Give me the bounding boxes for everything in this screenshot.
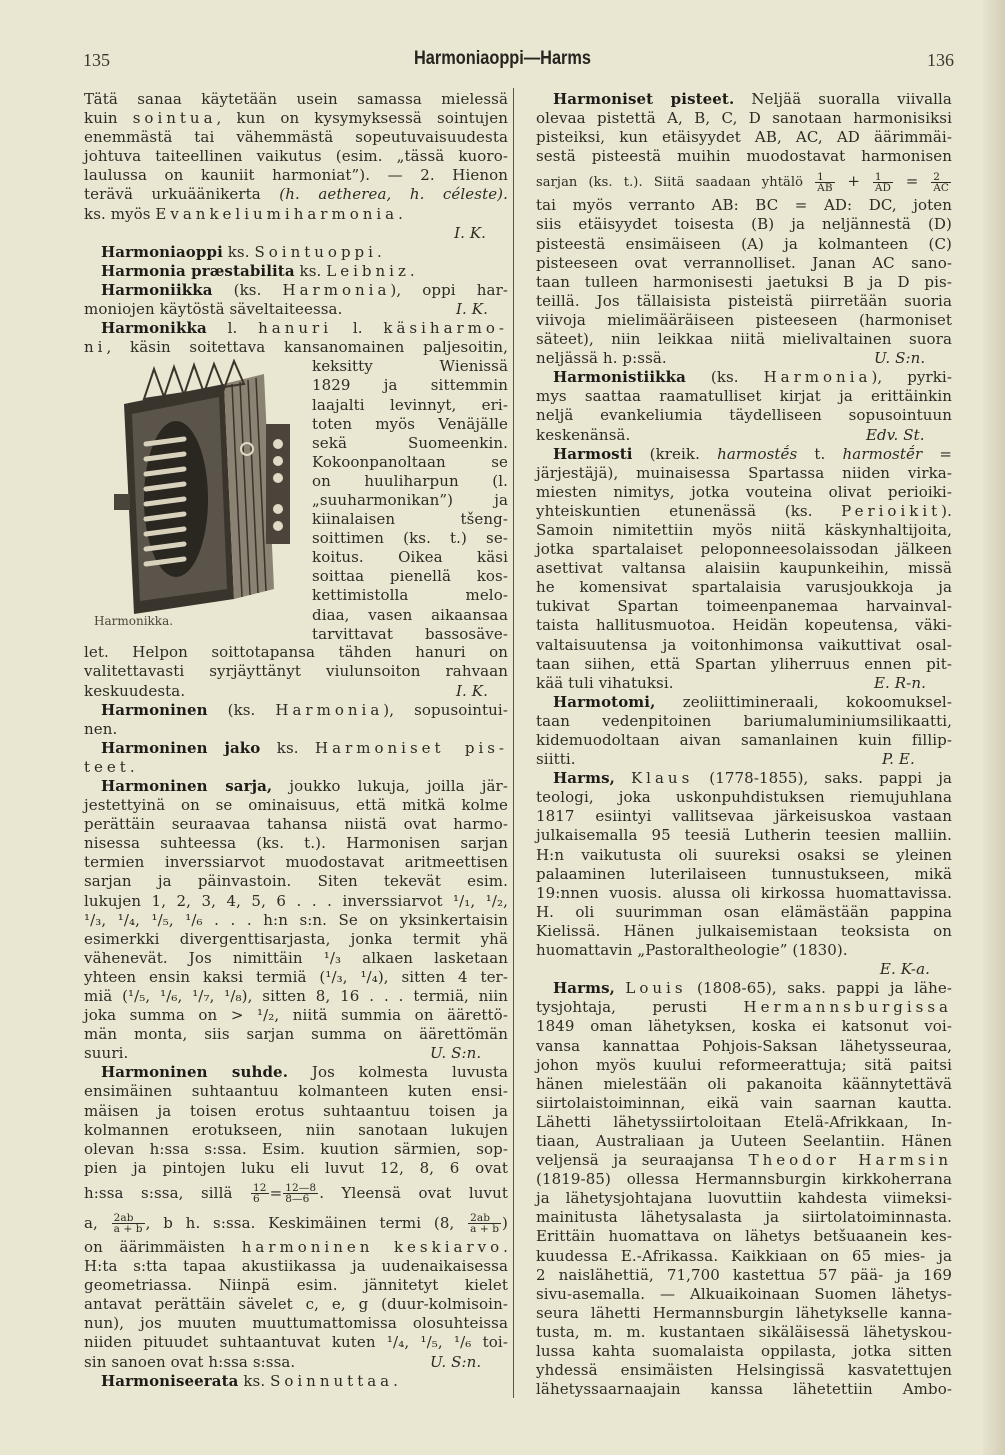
entry-harmoniaoppi: Harmoniaoppi ks. Sointuoppi. <box>101 242 382 261</box>
wrapped-text <box>312 357 508 643</box>
text-line: Kielissä. Hänen julkaisemistaan teoksista on <box>536 921 952 940</box>
text-line: valtaisuutensa ja voitonhimonsa vaikuttivat osal- <box>536 635 952 654</box>
text-line: lähetyssaarnaajain kanssa lähetettiin Ambo- <box>536 1380 952 1399</box>
right-column <box>536 90 952 1399</box>
text-line: esimerkki divergenttisarjasta, jonka termit yhä <box>84 929 508 948</box>
text-line: yhdessä ensimäisten Helsingissä kasvatettujen <box>536 1361 952 1380</box>
text-line: nisessa suhteessa (ks. t.). Harmonisen sarjan <box>84 834 508 853</box>
figure-block <box>84 357 508 643</box>
text-line: 1817 esiintyi vallitsevaa järkeisuskoa vastaan <box>536 807 952 826</box>
text-line: joka summa on > ¹/₂, niitä summia on äärettö- <box>84 1006 508 1025</box>
text-line: kuudessa E.-Afrikassa. Kaikkiaan on 65 mies- ja <box>536 1246 952 1265</box>
page-number-right: 136 <box>927 50 954 70</box>
text-line: sestä pisteestä muihin muodostavat harmonisen <box>536 147 952 166</box>
fraction: $\frac{12—8}{8—6}$ <box>285 1182 317 1206</box>
text-line: suuri. U. S:n. <box>84 1044 482 1063</box>
text-line: teillä. Jos tällaisista pisteistä piirretään suoria <box>536 291 952 310</box>
formula-line: sarjan (ks. t.). Siitä saadaan yhtälö $\frac{1}{AB}$ + $\frac{1}{AD}$ = $\frac{2}{AC}$ <box>536 170 950 194</box>
text-line: asettivat valtansa alaisiin kaupunkeihin, missä <box>536 559 952 578</box>
text-line: huomattavin „Pastoraltheologie” (1830). <box>536 941 848 960</box>
text-line: ks. myös Evankeliumiharmonia. <box>84 204 403 223</box>
text-line: niiden pituudet suhtaantuvat kuten ¹/₄, ¹/₅, ¹/₆ toi- <box>84 1333 508 1352</box>
text-line: tarvittavat bassosäve- <box>312 624 508 643</box>
text-line: miesten nimitys, jotka vouteina olivat perioiki- <box>536 482 952 501</box>
text-line: siitti. P. E. <box>536 750 915 769</box>
page-number-left: 135 <box>83 50 110 70</box>
text-line: mainitusta lähetysalasta ja siirtolatoiminnasta. <box>536 1208 952 1227</box>
text-line: valitettavasti syrjäyttänyt viulunsoiton rahvaan <box>84 662 508 681</box>
entry-harmoniset-pisteet: Harmoniset pisteet. Neljää suoralla viivalla <box>553 90 952 108</box>
cross-reference-link[interactable]: Sointuoppi <box>254 242 377 261</box>
formula-line: h:ssa s:ssa, sillä $\frac{12}{6}$ = $\frac{12—8}{8—6}$ . Yleensä ovat luvut <box>84 1182 508 1206</box>
column-divider <box>513 88 514 1398</box>
text-line: koitus. Oikea käsi <box>312 548 508 567</box>
text-line: „suuharmonikan”) ja <box>312 490 508 509</box>
fraction: $\frac{2}{AC}$ <box>933 170 950 194</box>
text-line: tukivat Spartan toimeenpanemaa harvainval- <box>536 597 952 616</box>
text-line: Kokoonpanoltaan se <box>312 452 508 471</box>
signature: I. K. <box>454 223 486 242</box>
cross-reference-link[interactable]: Hermannsburgissa <box>743 998 952 1017</box>
text-line: ni, käsin soitettava kansanomainen paljesoitin, <box>84 338 508 357</box>
text-line: teet. <box>84 757 135 776</box>
text-line: tiaan, Australiaan ja Uuteen Seelantiin. Hänen <box>536 1131 952 1150</box>
text-line: veljensä ja seuraajansa Theodor Harmsin <box>536 1151 952 1170</box>
text-line: (1819-85) ollessa Hermannsburgin kirkkoherrana <box>536 1170 952 1189</box>
text-line: 1849 oman lähetyksen, koska ei katsonut voi- <box>536 1017 952 1036</box>
text-line: jotka spartalaiset peloponneesolaissodan jälkeen <box>536 540 952 559</box>
text-line: yhteiskuntien etunenässä (ks. Perioikit). <box>536 501 952 520</box>
text-line: 1829 ja sittemmin <box>312 376 508 395</box>
text-line: terävä urkuäänikerta (h. aetherea, h. céleste). <box>84 185 509 204</box>
text-line: sivu-asemalla. — Alkuaikoinaan Suomen lähetys- <box>536 1284 952 1303</box>
text-line: Samoin nimitettiin myös niitä käskynhaltijoita, <box>536 520 952 539</box>
text-line: on huuliharpun (l. <box>312 471 508 490</box>
text-line: sekä Suomeenkin. <box>312 433 508 452</box>
text-line: keskuudesta. I. K. <box>84 681 488 700</box>
entry-harmoniseerata: Harmoniseerata ks. Soinnuttaa. <box>101 1371 398 1390</box>
text-line: olevaa pistettä A, B, C, D sanotaan harmonisiksi <box>536 109 952 128</box>
text-line: siis etäisyydet toisesta (B) ja neljännestä (D) <box>536 215 952 234</box>
text-line: kuin sointua, kun on kysymyksessä sointujen <box>84 109 509 128</box>
text-line: ensimäinen suhtaantuu kolmanteen kuten ensi- <box>84 1082 508 1101</box>
text-line: mäisen ja toisen erotus suhtaantuu toisen ja <box>84 1101 508 1120</box>
text-line: H:n vaikutusta oli suureksi osaksi se yleinen <box>536 845 952 864</box>
text-line: 2 naislähettiä, 71,700 kastettua 57 pää- ja 169 <box>536 1265 952 1284</box>
text-line: pisteestä ensimäiseen (A) ja kolmanteen (C) <box>536 234 952 253</box>
text-line: järjestäjä), muinaisessa Spartassa niiden virka- <box>536 463 952 482</box>
signature: Edv. St. <box>866 425 925 444</box>
fraction: $\frac{12}{6}$ <box>253 1182 267 1206</box>
fraction: $\frac{2ab}{a + b}$ <box>113 1212 143 1236</box>
text-line: nun), jos muuten muuttumattomissa olosuhteissa <box>84 1314 508 1333</box>
text-line: tai myös verranto AB: BC = AD: DC, joten <box>536 196 952 215</box>
cross-reference-link[interactable]: Harmonia <box>275 700 384 719</box>
cross-reference-link[interactable]: Harmoniset pis- <box>315 738 509 757</box>
text-line: vähenevät. Jos nimittäin ¹/₃ alkaen lasketaan <box>84 948 508 967</box>
text-line: toten myös Venäjälle <box>312 414 508 433</box>
text-line: hänen mielestään oli pakanoita käännytettävä <box>536 1074 952 1093</box>
figure-caption: Harmonikka. <box>94 614 174 629</box>
text-line: antavat perättäin sävelet c, e, g (duur-kolmisoin- <box>84 1295 508 1314</box>
cross-reference-link[interactable]: Theodor Harmsin <box>748 1151 952 1170</box>
text-line: sarjan ja päinvastoin. Siten tekevät esim. <box>84 872 508 891</box>
text-line: keskenänsä. Edv. St. <box>536 425 925 444</box>
text-line: nen. <box>84 719 118 738</box>
running-header <box>0 50 1005 80</box>
text-line: neljä evankeliumia täydelliseen sopusointuun <box>536 406 952 425</box>
text-line: seura lähetti Hermannsburgin lähetykselle kanna- <box>536 1303 952 1322</box>
text-line: Lähetti lähetyssiirtoloitaan Etelä-Afrikkaan, In- <box>536 1112 952 1131</box>
text-line: pisteeseen ovat verrannolliset. Janan AC sano- <box>536 253 952 272</box>
text-line: he komensivat spartalaisia varusjoukkoja ja <box>536 578 952 597</box>
text-line: lukujen 1, 2, 3, 4, 5, 6 . . . inverssiarvot ¹/₁, ¹/₂, <box>84 891 508 910</box>
text-line: johon myös kuului reformeerattuja; sitä paitsi <box>536 1055 952 1074</box>
entry-harmoniikka: Harmoniikka (ks. Harmonia), oppi har- <box>101 280 509 299</box>
entry-harmoninen-jako: Harmoninen jako ks. Harmoniset pis- <box>101 738 509 757</box>
text-line: soittaa pienellä kos- <box>312 567 508 586</box>
text-line: taan vedenpitoinen bariumaluminiumsilikaatti, <box>536 711 952 730</box>
text-line: män monta, siis sarjan summa on äärettömän <box>84 1025 508 1044</box>
text-line: pien ja pintojen luku eli luvut 12, 8, 6 ovat <box>84 1158 508 1177</box>
entry-harmotomi: Harmotomi, zeoliittimineraali, kokoomuksel- <box>553 692 952 711</box>
formula-line: a, $\frac{2ab}{a + b}$ , b h. s:ssa. Keskimäinen termi (8, $\frac{2ab}{a + b}$ ) <box>84 1212 508 1236</box>
text-line: palaaminen luterilaiseen tunnustukseen, mikä <box>536 864 952 883</box>
text-line: enemmästä tai vähemmästä sopeutuvaisuudesta <box>84 128 508 147</box>
text-line: perättäin seuraavaa tahansa niistä ovat harmo- <box>84 815 508 834</box>
entry-harmoninen: Harmoninen (ks. Harmonia), sopusointui- <box>101 700 508 719</box>
text-line: moniojen käytöstä säveltaiteessa. I. K. <box>84 300 488 319</box>
signature: E. R-n. <box>874 673 926 692</box>
text-line: ¹/₃, ¹/₄, ¹/₅, ¹/₆ . . . h:n s:n. Se on yksinkertaisin <box>84 910 508 929</box>
text-line: on äärimmäisten harmoninen keskiarvo. <box>84 1237 509 1256</box>
text-line: yhteen ensin kaksi termiä (¹/₃, ¹/₄), sitten 4 ter- <box>84 967 508 986</box>
signature: E. K-a. <box>879 960 930 979</box>
text-line: laajalti levinnyt, eri- <box>312 395 508 414</box>
fraction: $\frac{2ab}{a + b}$ <box>470 1212 500 1236</box>
text-line: 19:nnen vuosis. alussa oli kirkossa huomattavissa. <box>536 883 952 902</box>
text-line: olevan h:ssa s:ssa. Esim. kuution särmien, sop- <box>84 1139 508 1158</box>
cross-reference-link[interactable]: Perioikit <box>841 501 942 520</box>
text-line: kolmannen erotukseen, niin sanotaan lukujen <box>84 1120 508 1139</box>
text-line: taan tulleen harmonisesti jaetuksi B ja D pis- <box>536 272 952 291</box>
text-line: Erittäin huomattava on lähetys betšuaanein kes- <box>536 1227 952 1246</box>
text-line: lussa kahta suomalaista oppilasta, jotka sitten <box>536 1342 952 1360</box>
signature: U. S:n. <box>430 1044 482 1063</box>
text-line: kidemuodoltaan aivan samanlainen kuin fillip- <box>536 731 952 749</box>
text-line: julkaisemalla 95 teesiä Lutherin teesien malliin. <box>536 826 952 845</box>
text-line: ja lähetysjohtajana luovuttiin kahdesta viimeksi- <box>536 1189 952 1208</box>
fraction: $\frac{1}{AD}$ <box>874 170 892 194</box>
text-line: soittimen (ks. t.) se- <box>312 529 508 548</box>
text-line: neljässä h. p:ssä. U. S:n. <box>536 349 926 368</box>
text-line: let. Helpon soittotapansa tähden hanuri on <box>84 643 508 662</box>
entry-harmoninen-sarja: Harmoninen sarja, joukko lukuja, joilla jär- <box>101 776 508 795</box>
text-line: viivoja mielimääräiseen pisteeseen (harmoniset <box>536 310 952 329</box>
cross-reference-link[interactable]: Harmonia <box>282 280 391 299</box>
signature: P. E. <box>882 750 915 769</box>
text-line: tusta, m. m. kustantaen sikäläisessä lähetyskou- <box>536 1322 952 1341</box>
entry-harmoninen-suhde: Harmoninen suhde. Jos kolmesta luvusta <box>101 1063 509 1082</box>
left-column <box>84 90 508 1391</box>
text-line: miä (¹/₅, ¹/₆, ¹/₇, ¹/₈), sitten 8, 16 . . . termiä, niin <box>84 987 508 1005</box>
text-line: säteet), niin leikkaa niitä mielivaltainen suora <box>536 330 952 349</box>
text-line: tysjohtaja, perusti Hermannsburgissa <box>536 998 952 1017</box>
signature: U. S:n. <box>874 349 926 368</box>
text-line: jestettyinä on se ominaisuus, että mitkä kolme <box>84 796 508 815</box>
text-line: laulussa on kauniit harmoniat”). — 2. Hienon <box>84 166 508 185</box>
text-line: johtuva taiteellinen vaikutus (esim. „tässä kuoro- <box>84 147 508 166</box>
entry-harms-louis: Harms, Louis (1808-65), saks. pappi ja lähe- <box>553 979 952 998</box>
entry-harms-klaus: Harms, Klaus (1778-1855), saks. pappi ja <box>553 769 952 788</box>
cross-reference-link[interactable]: Soinnuttaa <box>270 1371 394 1390</box>
text-line: kää tuli vihatuksi. E. R-n. <box>536 673 926 692</box>
text-line: termien inverssiarvot muodostavat aritmeettisen <box>84 853 508 872</box>
text-line: taan siihen, että Spartan yliherruus ennen pit- <box>536 654 952 673</box>
text-line: kiinalaisen tšeng- <box>312 510 508 529</box>
entry-harmonistiikka: Harmonistiikka (ks. Harmonia), pyrki- <box>553 368 952 387</box>
text-line: taista hallitusmuotoa. Heidän kopeutensa, väki- <box>536 616 952 635</box>
text-line: mys saattaa raamatulliset kirjat ja erittäinkin <box>536 387 952 406</box>
text-line: vansa kannattaa Pohjois-Saksan lähetysseuraa, <box>536 1036 952 1055</box>
entry-harmonia-praestabilita: Harmonia præstabilita ks. Leibniz. <box>101 261 415 280</box>
text-line: H. oli suurimman osan elämästään pappina <box>536 902 952 921</box>
text-line: kettimistolla melo- <box>312 586 508 605</box>
text-line: Tätä sanaa käytetään usein samassa mielessä <box>84 90 508 108</box>
text-line: geometriassa. Niinpä esim. jännitetyt kielet <box>84 1276 508 1295</box>
text-line: keksitty Wienissä <box>312 357 508 376</box>
cross-reference-link[interactable]: Leibniz <box>326 261 410 280</box>
text-line: sin sanoen ovat h:ssa s:ssa. U. S:n. <box>84 1352 482 1371</box>
text-line: teologi, joka uskonpuhdistuksen riemujuhlana <box>536 788 952 807</box>
text-line: H:ta s:tta tapaa akustiikassa ja uudenaikaisessa <box>84 1257 508 1276</box>
signature: I. K. <box>456 300 488 319</box>
text-line: siirtolaistoiminnan, eikä vain saarnan kautta. <box>536 1093 952 1112</box>
entry-harmonikka: Harmonikka l. hanuri l. käsiharmo- <box>101 319 508 338</box>
text-line: pisteiksi, kun etäisyydet AB, AC, AD äärimmäi- <box>536 128 952 147</box>
fraction: $\frac{1}{AB}$ <box>817 170 833 194</box>
running-title: Harmoniaoppi—Harms <box>413 48 592 69</box>
signature: I. K. <box>456 681 488 700</box>
page-edge <box>983 0 1005 1455</box>
text-line: diaa, vasen aikaansaa <box>312 605 508 624</box>
cross-reference-link[interactable]: Harmonia <box>763 368 872 387</box>
accordion-illustration <box>84 359 294 619</box>
signature: U. S:n. <box>430 1352 482 1371</box>
entry-harmosti: Harmosti (kreik. harmostḗs t. harmostḗr = <box>553 444 952 463</box>
